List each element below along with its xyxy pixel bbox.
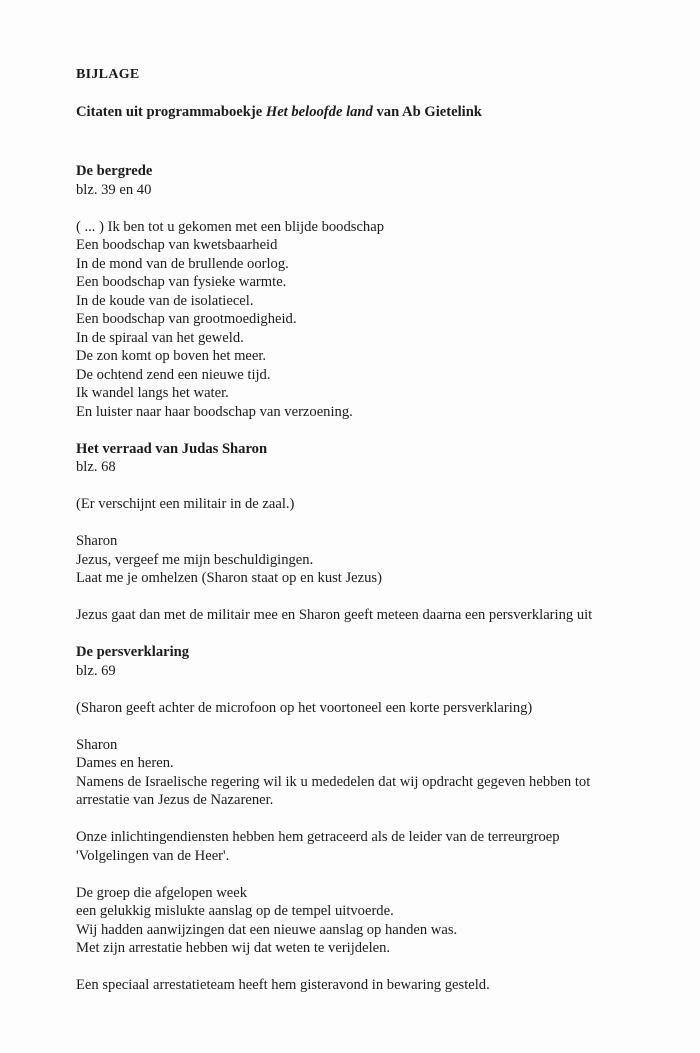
verse-line: Ik wandel langs het water.	[76, 385, 229, 401]
title-italic: Het beloofde land	[265, 104, 373, 120]
dialogue-line: Een speciaal arrestatieteam heeft hem gisteravond in bewaring gesteld.	[76, 977, 490, 993]
dialogue-line: een gelukkig mislukte aanslag op de tempel uitvoerde.	[76, 903, 394, 919]
verse-line: De ochtend zend een nieuwe tijd.	[76, 366, 271, 383]
narration-line: Jezus gaat dan met de militair mee en Sharon geeft meteen daarna een persverklaring uit	[76, 607, 593, 623]
dialogue-line: arrestatie van Jezus de Nazarener.	[76, 792, 274, 808]
dialogue-line: De groep die afgelopen week	[76, 884, 247, 901]
verse-line: ( ... ) Ik ben tot u gekomen met een blijde boodschap	[76, 218, 385, 235]
section-heading-verraad: Het verraad van Judas Sharon	[76, 440, 268, 457]
page-reference: blz. 69	[76, 662, 116, 679]
verse-line: In de mond van de brullende oorlog.	[76, 255, 289, 272]
verse-line: Een boodschap van kwetsbaarheid	[76, 237, 278, 253]
stage-direction: (Sharon geeft achter de microfoon op het voortoneel een korte persverklaring)	[76, 699, 533, 716]
verse-line: En luister naar haar boodschap van verzoening.	[76, 403, 353, 420]
verse-line: De zon komt op boven het meer.	[76, 348, 267, 364]
dialogue-line: Onze inlichtingendiensten hebben hem getraceerd als de leider van de terreurgroep	[76, 829, 560, 845]
verse-line: Een boodschap van grootmoedigheid.	[76, 311, 297, 327]
appendix-heading: BIJLAGE	[76, 67, 140, 82]
title-suffix: van Ab Gietelink	[372, 104, 482, 120]
speaker-name: Sharon	[76, 736, 118, 753]
dialogue-line: 'Volgelingen van de Heer'.	[76, 847, 230, 864]
dialogue-line: Wij hadden aanwijzingen dat een nieuwe aanslag op handen was.	[76, 921, 458, 938]
dialogue-line: Dames en heren.	[76, 755, 174, 771]
dialogue-line: Namens de Israelische regering wil ik u mededelen dat wij opdracht gegeven hebben tot	[76, 773, 591, 790]
section-heading-bergrede: De bergrede	[76, 163, 153, 179]
dialogue-line: Met zijn arrestatie hebben wij dat weten te verijdelen.	[76, 940, 391, 956]
stage-direction: (Er verschijnt een militair in de zaal.)	[76, 496, 295, 512]
verse-line: In de koude van de isolatiecel.	[76, 292, 254, 309]
page-reference: blz. 39 en 40	[76, 181, 152, 198]
document-title	[76, 103, 700, 122]
dialogue-line: Laat me je omhelzen (Sharon staat op en kust Jezus)	[76, 570, 382, 586]
title-prefix: Citaten uit programmaboekje	[76, 104, 266, 120]
dialogue-line: Jezus, vergeef me mijn beschuldigingen.	[76, 551, 314, 568]
verse-line: In de spiraal van het geweld.	[76, 329, 244, 346]
section-heading-persverklaring: De persverklaring	[76, 644, 190, 660]
page-reference: blz. 68	[76, 459, 116, 475]
speaker-name: Sharon	[76, 533, 118, 549]
verse-line: Een boodschap van fysieke warmte.	[76, 274, 287, 290]
document-body	[76, 66, 700, 995]
